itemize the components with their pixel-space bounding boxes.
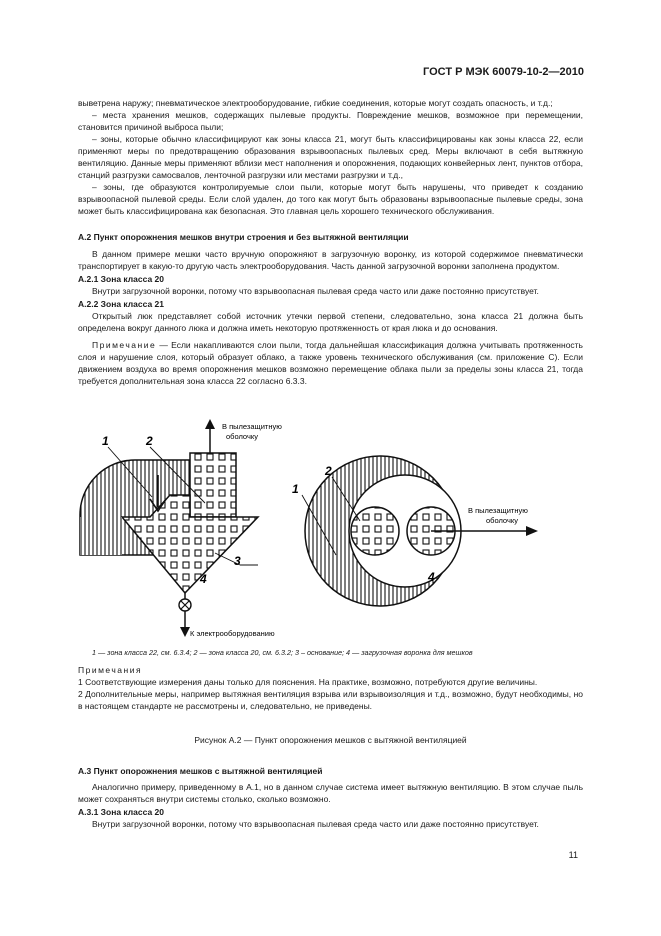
up-arrow-icon — [205, 419, 215, 429]
note — [78, 339, 583, 387]
note-2: 2 Дополнительные меры, например вытяжная вентиляция взрыва или взрывоизоляция и т.д., возможно, будут необходимы, но в настоящем стандарте не рассмотрены и, следовательно, не приведены. — [78, 689, 583, 711]
top-view-diagram — [292, 456, 538, 606]
paragraph: – зоны, где образуются контролируемые слои пыли, которые могут быть нарушены, что приведет к созданию взрывоопасной пылевой среды. Если слой удален, до того как могут быть образованы взрывоопасные пылевые среды, зона может быть классифицирована как безопасная. Это главная цель хорошего технического обслуживания. — [78, 182, 583, 216]
zone-20-circle-a — [351, 507, 399, 555]
paragraph: – места хранения мешков, содержащих пылевые продукты. Повреждение мешков, возможное при перемещении, становится причиной выброса пыли; — [78, 110, 583, 132]
subsection-heading: А.2.2 Зона класса 21 — [78, 299, 165, 309]
section-heading: А.2 Пункт опорожнения мешков внутри строения и без вытяжной вентиляции — [78, 232, 409, 242]
paragraph: – зоны, которые обычно классифицируют как зоны класса 21, могут быть классифицированы как зоны класса 22, если применяют меры по предотвращению образования взрывоопасных пылевых сред. Меры включают в себя вытяжную вентиляцию. Данные меры применяют вблизи мест наполнения и опорожнения, подающих конвейерных лент, пунктов отбора, станций разгрузки самосвалов, ленточной разгрузки или местами разгрузки и т.д., — [78, 134, 583, 180]
paragraph: Открытый люк представляет собой источник утечки первой степени, следовательно, зона класса 21 должна быть определена вокруг данного люка и должна иметь некоторую протяженность от края люка и до основания. — [78, 311, 583, 333]
outlet-label-line1: В пылезащитную — [222, 422, 282, 431]
right-arrow-icon — [526, 526, 538, 536]
section-heading: А.3 Пункт опорожнения мешков с вытяжной вентиляцией — [78, 766, 323, 776]
down-arrow-icon — [180, 627, 190, 637]
figure-legend: 1 — зона класса 22, см. 6.3.4; 2 — зона класса 20, см. 6.3.2; 3 – основание; 4 — загрузочная воронка для мешков — [92, 648, 473, 657]
figure-notes — [78, 664, 583, 712]
exhaust-duct — [190, 453, 236, 517]
notes-label-line — [78, 664, 583, 676]
notes-label: Примечания — [78, 665, 143, 675]
note-label: Примечание — [92, 340, 157, 350]
page-number: 11 — [568, 850, 578, 860]
paragraph: Внутри загрузочной воронки, потому что взрывоопасная пылевая среда часто или даже постоянно присутствует. — [92, 286, 539, 296]
paragraph: В данном примере мешки часто вручную опорожняют в загрузочную воронку, из которой содержимое пневматически транспортирует в какую-то другую часть электрооборудования. Часть данной загрузочной воронки заполнена продуктом. — [78, 249, 583, 271]
label-4: 4 — [200, 572, 207, 586]
subsection-heading: А.3.1 Зона класса 20 — [78, 807, 165, 817]
paragraph: Внутри загрузочной воронки, потому что взрывоопасная пылевая среда часто или даже постоянно присутствует. — [92, 819, 539, 829]
section-a2 — [78, 231, 583, 387]
paragraph: выветрена наружу; пневматическое электрооборудование, гибкие соединения, которые могут создать опасность, и т.д.; — [78, 98, 553, 108]
label-r1: 1 — [292, 482, 299, 496]
subsection-heading: А.2.1 Зона класса 20 — [78, 274, 165, 284]
side-view-diagram — [80, 419, 282, 638]
intro-list — [78, 97, 583, 217]
label-3: 3 — [234, 554, 241, 568]
figure-a2 — [60, 415, 620, 647]
figure-caption: Рисунок А.2 — Пункт опорожнения мешков с вытяжной вентиляцией — [194, 735, 467, 745]
label-1: 1 — [102, 434, 109, 448]
note-text: — Если накапливаются слои пыли, тогда дальнейшая классификация должна учитывать протяженность слоя и нарушение слоя, который образует облако, а также уровень технического обслуживания (см. приложение С). Если движением воздуха во время опорожнения мешков возможно перемещение облака пыли за пределы зоны класса 21, тогда требуется дополнительная зона класса 22 согласно 6.3.3. — [78, 340, 583, 386]
paragraph: Аналогично примеру, приведенному в А.1, но в данном случае система имеет вытяжную вентиляцию. В этом случае пыль может сохраняться внутри системы столько, сколько возможно. — [78, 782, 583, 804]
label-2: 2 — [146, 434, 153, 448]
section-a3 — [78, 765, 583, 830]
right-outlet-label-line1: В пылезащитную — [468, 506, 528, 515]
label-r4: 4 — [428, 570, 435, 584]
document-id: ГОСТ Р МЭК 60079-10-2—2010 — [423, 66, 584, 78]
outlet-label-line2: оболочку — [226, 432, 258, 441]
label-r2: 2 — [325, 464, 332, 478]
equipment-label: К электрооборудованию — [190, 629, 275, 638]
note-1: 1 Соответствующие измерения даны только для пояснения. На практике, возможно, потребуются другие величины. — [78, 677, 538, 687]
zone-22-lower — [80, 517, 122, 555]
right-outlet-label-line2: оболочку — [486, 516, 518, 525]
